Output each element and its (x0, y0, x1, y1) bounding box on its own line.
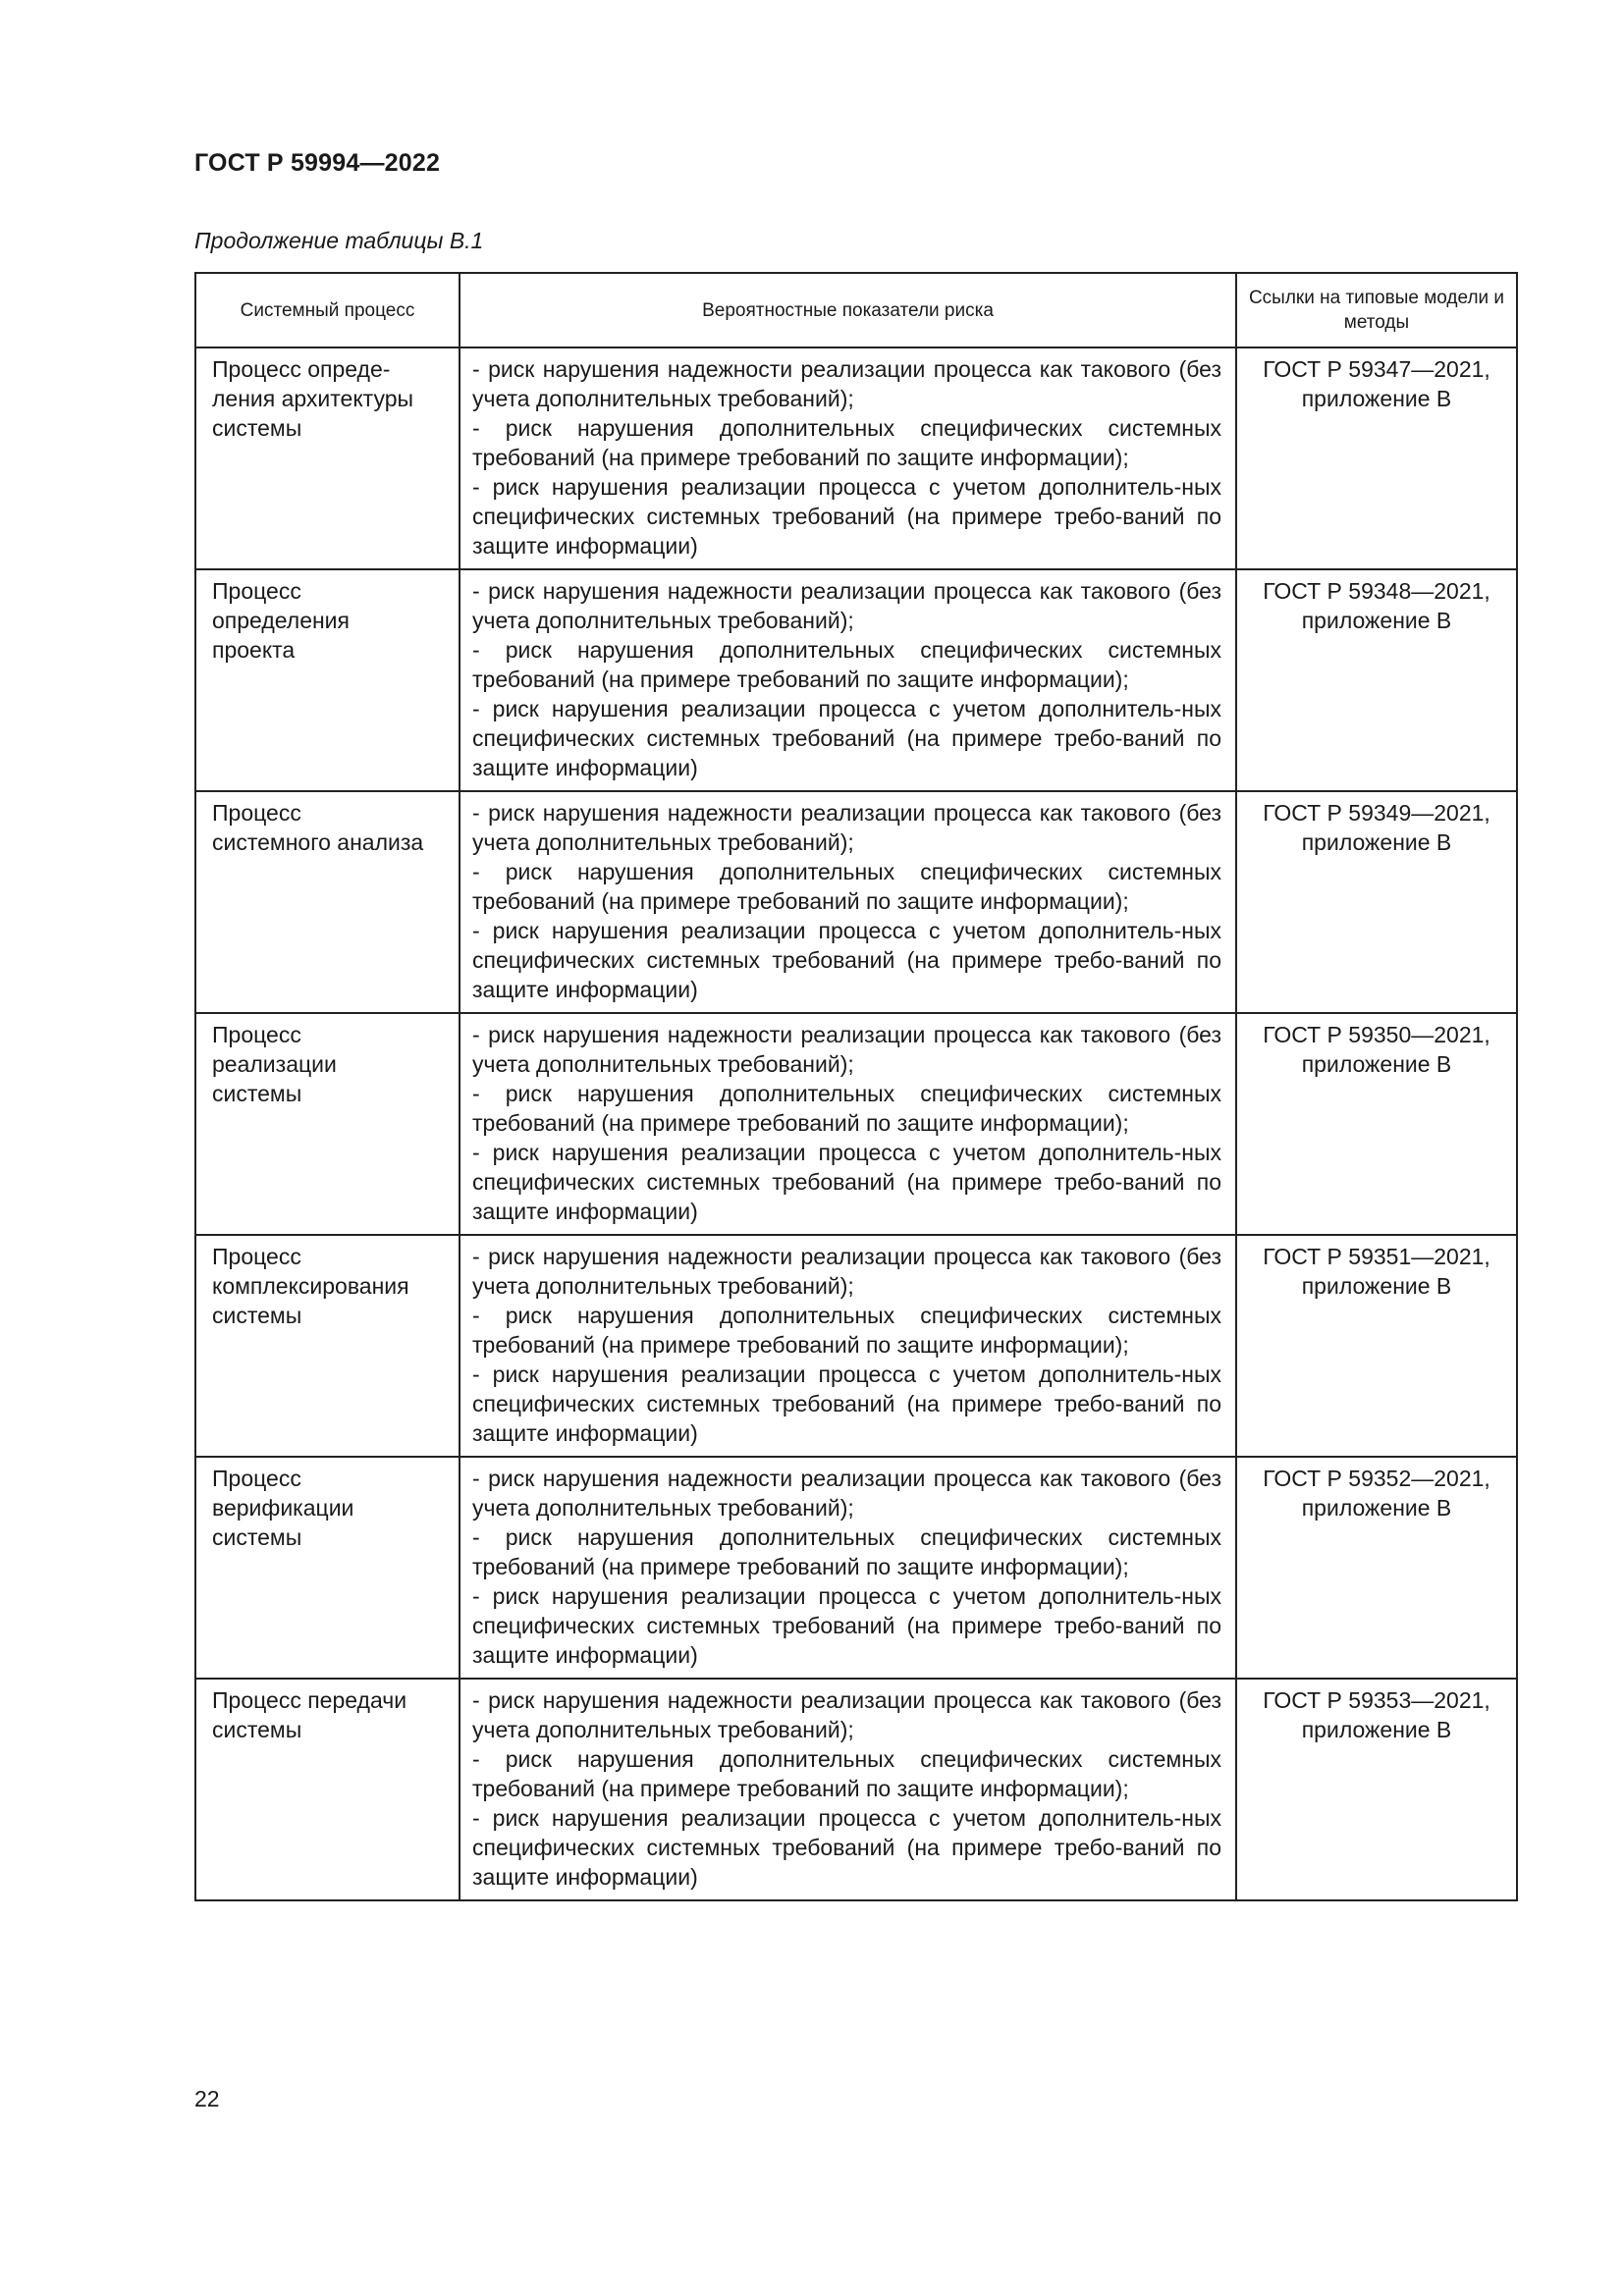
risk-cell (460, 791, 1236, 1013)
risk-table (194, 272, 1518, 1901)
process-cell: Процесс передачи системы (195, 1679, 460, 1900)
risk-item: - риск нарушения надежности реализации процесса как такового (без учета дополнительных требований); (472, 1687, 1221, 1742)
risk-item: - риск нарушения дополнительных специфических системных требований (на примере требований по защите информации); (472, 1524, 1221, 1579)
risk-item: - риск нарушения надежности реализации процесса как такового (без учета дополнительных требований); (472, 356, 1221, 411)
table-row (195, 347, 1517, 569)
risk-cell (460, 569, 1236, 791)
column-header-process: Системный процесс (195, 273, 460, 347)
risk-item: - риск нарушения надежности реализации процесса как такового (без учета дополнительных требований); (472, 800, 1221, 855)
reference-cell: ГОСТ Р 59347—2021, приложение В (1236, 347, 1517, 569)
risk-item: - риск нарушения реализации процесса с учетом дополнитель-ных специфических системных требований (на примере требо-ваний по защите информации) (472, 474, 1221, 559)
risk-item: - риск нарушения реализации процесса с учетом дополнитель-ных специфических системных требований (на примере требо-ваний по защите информации) (472, 1583, 1221, 1668)
reference-cell: ГОСТ Р 59348—2021, приложение В (1236, 569, 1517, 791)
risk-item: - риск нарушения дополнительных специфических системных требований (на примере требований по защите информации); (472, 1081, 1221, 1136)
table-row (195, 1235, 1517, 1457)
column-header-risk-indicators: Вероятностные показатели риска (460, 273, 1236, 347)
process-cell: Процесс реализации системы (195, 1013, 460, 1235)
reference-cell: ГОСТ Р 59352—2021, приложение В (1236, 1457, 1517, 1679)
risk-item: - риск нарушения реализации процесса с учетом дополнитель-ных специфических системных требований (на примере требо-ваний по защите информации) (472, 1805, 1221, 1890)
table-row (195, 1457, 1517, 1679)
risk-item: - риск нарушения реализации процесса с учетом дополнитель-ных специфических системных требований (на примере требо-ваний по защите информации) (472, 918, 1221, 1002)
risk-item: - риск нарушения дополнительных специфических системных требований (на примере требований по защите информации); (472, 415, 1221, 470)
risk-item: - риск нарушения надежности реализации процесса как такового (без учета дополнительных требований); (472, 1022, 1221, 1077)
table-row (195, 1679, 1517, 1900)
process-cell: Процесс системного анализа (195, 791, 460, 1013)
process-cell: Процесс определения проекта (195, 569, 460, 791)
risk-item: - риск нарушения надежности реализации процесса как такового (без учета дополнительных требований); (472, 578, 1221, 633)
table-row (195, 569, 1517, 791)
table-row (195, 1013, 1517, 1235)
risk-item: - риск нарушения дополнительных специфических системных требований (на примере требований по защите информации); (472, 637, 1221, 692)
risk-item: - риск нарушения реализации процесса с учетом дополнитель-ных специфических системных требований (на примере требо-ваний по защите информации) (472, 1140, 1221, 1224)
process-cell: Процесс опреде- ления архитектуры системы (195, 347, 460, 569)
process-cell: Процесс верификации системы (195, 1457, 460, 1679)
risk-item: - риск нарушения дополнительных специфических системных требований (на примере требований по защите информации); (472, 1746, 1221, 1801)
table-body (195, 347, 1517, 1900)
document-code: ГОСТ Р 59994—2022 (194, 149, 441, 177)
table-header-row (195, 273, 1517, 347)
risk-item: - риск нарушения дополнительных специфических системных требований (на примере требований по защите информации); (472, 859, 1221, 914)
reference-cell: ГОСТ Р 59350—2021, приложение В (1236, 1013, 1517, 1235)
reference-cell: ГОСТ Р 59351—2021, приложение В (1236, 1235, 1517, 1457)
risk-item: - риск нарушения реализации процесса с учетом дополнитель-ных специфических системных требований (на примере требо-ваний по защите информации) (472, 696, 1221, 780)
risk-item: - риск нарушения реализации процесса с учетом дополнитель-ных специфических системных требований (на примере требо-ваний по защите информации) (472, 1362, 1221, 1446)
risk-item: - риск нарушения дополнительных специфических системных требований (на примере требований по защите информации); (472, 1303, 1221, 1358)
table-row (195, 791, 1517, 1013)
column-header-references: Ссылки на типовые модели и методы (1236, 273, 1517, 347)
page-number: 22 (194, 2086, 220, 2111)
risk-cell (460, 1013, 1236, 1235)
risk-cell (460, 1457, 1236, 1679)
reference-cell: ГОСТ Р 59353—2021, приложение В (1236, 1679, 1517, 1900)
table-caption: Продолжение таблицы В.1 (194, 228, 484, 253)
risk-item: - риск нарушения надежности реализации процесса как такового (без учета дополнительных требований); (472, 1466, 1221, 1521)
risk-item: - риск нарушения надежности реализации процесса как такового (без учета дополнительных требований); (472, 1244, 1221, 1299)
reference-cell: ГОСТ Р 59349—2021, приложение В (1236, 791, 1517, 1013)
risk-cell (460, 1235, 1236, 1457)
risk-cell (460, 1679, 1236, 1900)
process-cell: Процесс комплексирования системы (195, 1235, 460, 1457)
risk-cell (460, 347, 1236, 569)
